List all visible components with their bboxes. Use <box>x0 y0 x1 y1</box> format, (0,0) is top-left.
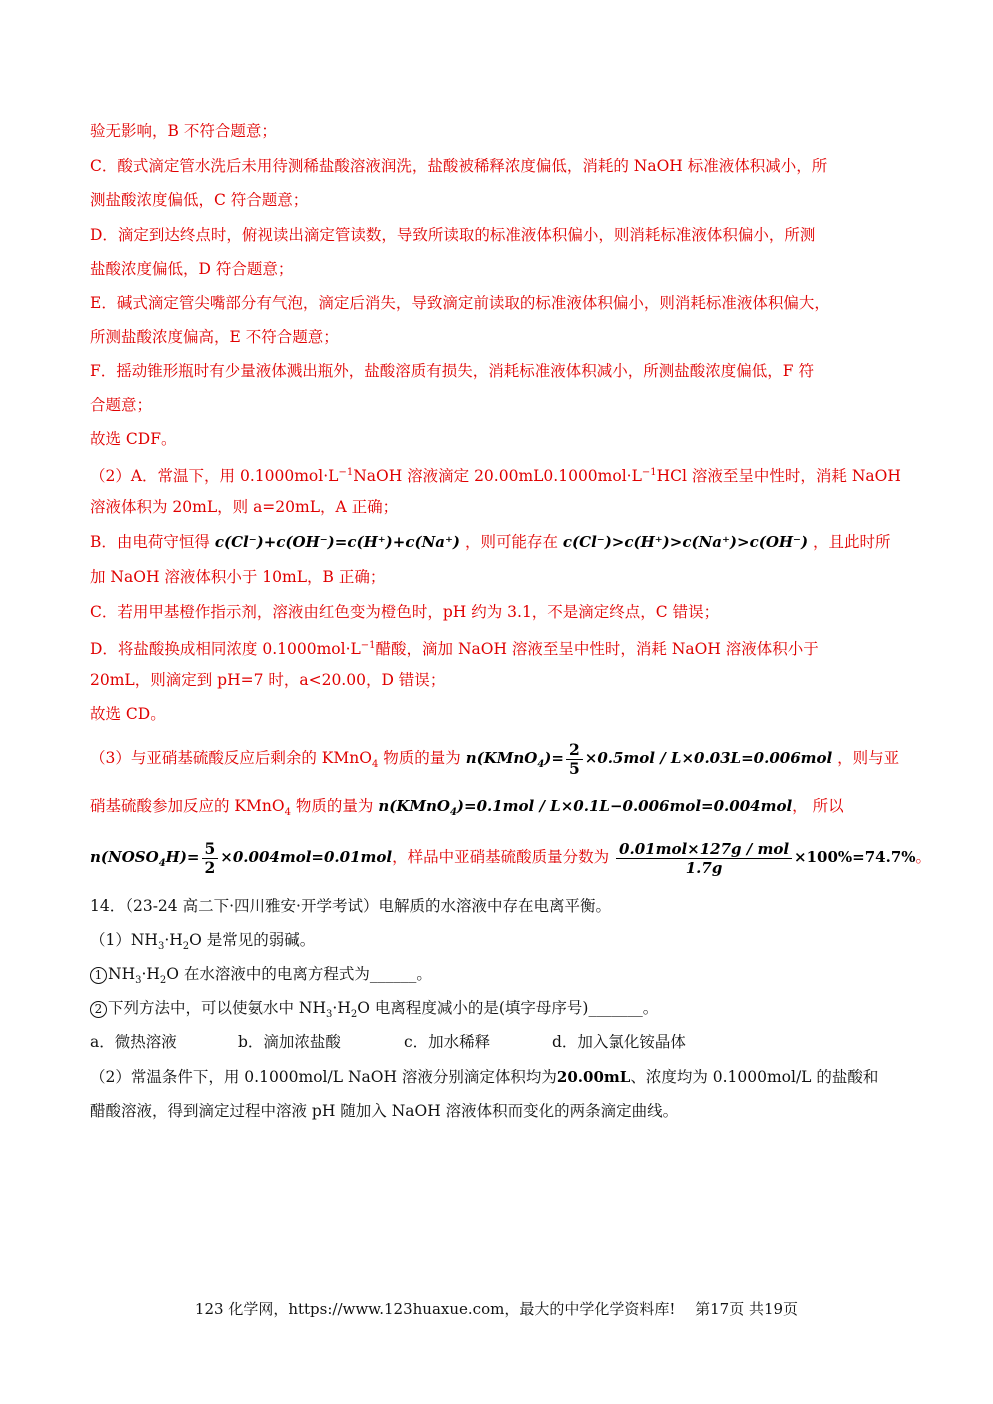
options-line <box>90 1031 686 1053</box>
text-span: 。 <box>915 848 932 866</box>
text-line: 故选 CD。 <box>90 705 166 723</box>
subscript: 3 <box>326 1009 333 1021</box>
text-line: D．滴定到达终点时，俯视读出滴定管读数，导致所读取的标准液体积偏小，则消耗标准液体积偏小，所测 <box>90 226 816 244</box>
subscript: 4 <box>158 858 166 869</box>
inequality-formula: c(Cl⁻)>c(H⁺)>c(Na⁺)>c(OH⁻) <box>562 533 809 551</box>
fraction-numerator: 5 <box>202 840 219 859</box>
circled-number: 2 <box>90 1001 107 1018</box>
text-line: C．若用甲基橙作指示剂，溶液由红色变为橙色时，pH 约为 3.1，不是滴定终点，C 错误； <box>90 603 720 621</box>
fraction <box>202 840 219 877</box>
subscript: 4 <box>371 759 379 771</box>
text-span: D．将盐酸换成相同浓度 0.1000mol·L <box>90 640 361 659</box>
text-line <box>90 929 315 958</box>
circled-number: 1 <box>90 967 107 984</box>
text-line: 所测盐酸浓度偏高，E 不符合题意； <box>90 328 339 346</box>
text-line: 合题意； <box>90 396 153 414</box>
fraction <box>616 840 792 877</box>
formula-part: )= <box>544 749 564 767</box>
superscript: −1 <box>338 467 354 478</box>
text-span: HCl 溶液至呈中性时，消耗 NaOH <box>656 467 901 486</box>
superscript: −1 <box>360 640 376 651</box>
text-line: C．酸式滴定管水洗后未用待测稀盐酸溶液润洗，盐酸被稀释浓度偏低，消耗的 NaOH 标准液体积减小，所 <box>90 157 828 175</box>
n-kmno4-formula <box>465 749 564 770</box>
text-line: 故选 CDF。 <box>90 430 177 448</box>
formula-part: ×100%=74.7% <box>794 848 916 866</box>
subscript: 3 <box>135 975 142 987</box>
text-span: （2）常温条件下，用 0.1000mol/L NaOH 溶液分别滴定体积均为 <box>90 1068 557 1086</box>
text-line: 20mL，则滴定到 pH=7 时，a<20.00，D 错误； <box>90 671 446 689</box>
text-line: 验无影响，B 不符合题意； <box>90 122 277 140</box>
formula-part: n(KMnO <box>378 797 450 815</box>
text-span: ，则与亚 <box>837 749 900 767</box>
subscript: 2 <box>182 941 190 953</box>
text-line: 溶液体积为 20mL，则 a=20mL，A 正确； <box>90 498 399 516</box>
fraction-numerator: 2 <box>566 741 583 760</box>
n2-formula <box>378 797 793 818</box>
text-span: 物质的量为 <box>290 797 374 815</box>
fraction-denominator: 2 <box>204 857 216 877</box>
formula-part: )=0.1mol / L×0.1L−0.006mol=0.004mol <box>456 797 793 815</box>
text-line: 盐酸浓度偏低，D 符合题意； <box>90 260 294 278</box>
text-line <box>90 963 432 992</box>
text-line <box>90 795 844 824</box>
charge-balance-formula: c(Cl⁻)+c(OH⁻)=c(H⁺)+c(Na⁺) <box>214 533 461 551</box>
text-span: ·H <box>164 931 183 949</box>
formula-part: n(KMnO <box>465 749 538 767</box>
fraction-denominator: 1.7g <box>685 858 723 877</box>
text-line <box>90 462 901 487</box>
text-span: 物质的量为 <box>378 749 461 767</box>
formula-part: ×0.004mol=0.01mol <box>220 848 393 866</box>
text-span: （3）与亚硝基硫酸反应后剩余的 KMnO <box>90 749 372 767</box>
text-line <box>90 1066 878 1088</box>
text-span: O 在水溶液中的电离方程式为______。 <box>166 965 432 983</box>
formula-part: ×0.5mol / L×0.03L=0.006mol <box>584 749 833 767</box>
text-line <box>90 997 658 1026</box>
n3-formula <box>90 848 200 869</box>
text-line: E．碱式滴定管尖嘴部分有气泡，滴定后消失，导致滴定前读取的标准液体积偏小，则消耗标准液体积偏大， <box>90 294 830 312</box>
formula-part: n(NOSO <box>90 848 159 866</box>
fraction-numerator: 0.01mol×127g / mol <box>616 840 792 859</box>
fraction <box>566 741 583 778</box>
text-span: ， 所以 <box>792 797 844 815</box>
text-span: 、浓度均为 0.1000mol/L 的盐酸和 <box>630 1068 879 1086</box>
subscript: 3 <box>157 941 165 953</box>
option-a: a．微热溶液 <box>90 1033 177 1051</box>
text-line: 测盐酸浓度偏低，C 符合题意； <box>90 191 309 209</box>
subscript: 4 <box>284 807 291 819</box>
subscript: 4 <box>449 807 457 818</box>
text-span: ，样品中亚硝基硫酸质量分数为 <box>392 848 610 866</box>
text-span: （2）A．常温下，用 0.1000mol·L <box>90 467 339 486</box>
superscript: −1 <box>641 467 657 478</box>
text-line <box>90 835 931 886</box>
text-line: 加 NaOH 溶液体积小于 10mL，B 正确； <box>90 568 386 586</box>
text-span: B．由电荷守恒得 <box>90 533 210 551</box>
bold-value: 20.00mL <box>556 1068 631 1086</box>
text-span: ，则可能存在 <box>464 533 558 551</box>
text-line <box>90 738 899 785</box>
subscript: 2 <box>350 1009 358 1021</box>
option-d: d．加入氯化铵晶体 <box>552 1033 686 1051</box>
text-line <box>90 635 819 660</box>
formula-part: H)= <box>165 848 200 866</box>
text-span: O 是常见的弱碱。 <box>189 931 316 949</box>
text-span: ·H <box>332 999 351 1017</box>
page-footer: 123 化学网，https://www.123huaxue.com，最大的中学化学资料库! 第17页 共19页 <box>194 1300 799 1318</box>
option-c: c．加水稀释 <box>404 1033 491 1051</box>
text-span: ·H <box>141 965 160 983</box>
text-span: NH <box>108 965 136 983</box>
text-line <box>90 531 891 553</box>
subscript: 4 <box>537 759 545 770</box>
text-span: （1）NH <box>90 931 158 949</box>
text-span: ，且此时所 <box>813 533 891 551</box>
text-span: 硝基硫酸参加反应的 KMnO <box>90 797 285 815</box>
text-span: 下列方法中，可以使氨水中 NH <box>108 999 327 1017</box>
question-14-title: 14．（23-24 高二下·四川雅安·开学考试）电解质的水溶液中存在电离平衡。 <box>90 897 611 915</box>
option-b: b．滴加浓盐酸 <box>238 1033 341 1051</box>
fraction-denominator: 5 <box>568 758 580 778</box>
text-span: 醋酸，滴加 NaOH 溶液至呈中性时，消耗 NaOH 溶液体积小于 <box>375 640 819 659</box>
subscript: 2 <box>159 975 167 987</box>
text-line: 醋酸溶液，得到滴定过程中溶液 pH 随加入 NaOH 溶液体积而变化的两条滴定曲线。 <box>90 1102 679 1120</box>
text-span: NaOH 溶液滴定 20.00mL0.1000mol·L <box>353 467 642 486</box>
text-line: F．摇动锥形瓶时有少量液体溅出瓶外，盐酸溶质有损失，消耗标准液体积减小，所测盐酸浓度偏低，F 符 <box>90 362 814 380</box>
text-span: O 电离程度减小的是(填字母序号)_______。 <box>357 999 659 1017</box>
